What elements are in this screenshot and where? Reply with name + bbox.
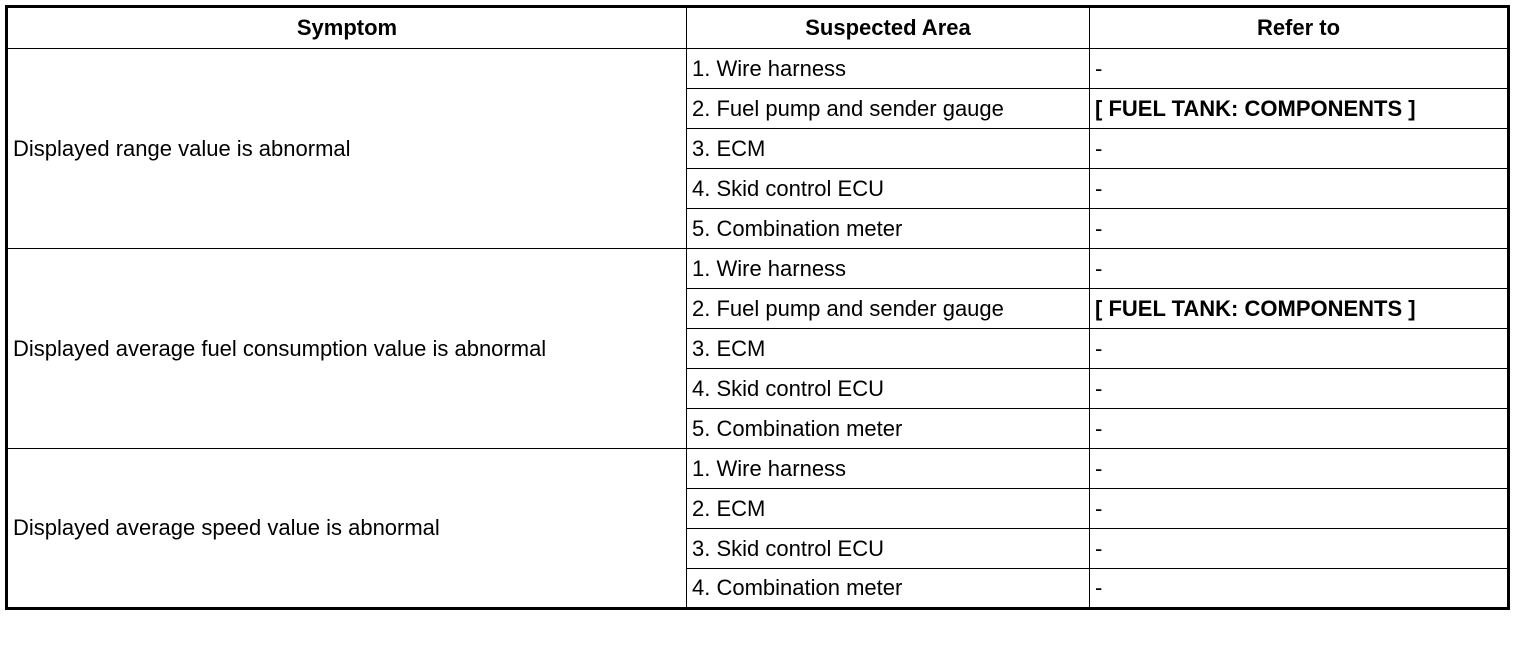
refer-to-cell: - xyxy=(1090,329,1509,369)
refer-to-cell: - xyxy=(1090,249,1509,289)
header-symptom: Symptom xyxy=(7,7,687,49)
suspected-area-cell: 2. Fuel pump and sender gauge xyxy=(687,89,1090,129)
symptom-cell: Displayed range value is abnormal xyxy=(7,49,687,249)
refer-to-cell: - xyxy=(1090,569,1509,609)
refer-to-cell: - xyxy=(1090,369,1509,409)
suspected-area-cell: 4. Combination meter xyxy=(687,569,1090,609)
suspected-area-cell: 2. Fuel pump and sender gauge xyxy=(687,289,1090,329)
suspected-area-cell: 3. Skid control ECU xyxy=(687,529,1090,569)
symptom-cell: Displayed average fuel consumption value is abnormal xyxy=(7,249,687,449)
symptom-cell: Displayed average speed value is abnormal xyxy=(7,449,687,609)
table-row xyxy=(7,249,1509,289)
table-row xyxy=(7,49,1509,89)
table-container xyxy=(5,5,1510,610)
suspected-area-cell: 5. Combination meter xyxy=(687,409,1090,449)
suspected-area-cell: 2. ECM xyxy=(687,489,1090,529)
refer-to-cell: - xyxy=(1090,529,1509,569)
suspected-area-cell: 4. Skid control ECU xyxy=(687,369,1090,409)
suspected-area-cell: 1. Wire harness xyxy=(687,449,1090,489)
suspected-area-cell: 5. Combination meter xyxy=(687,209,1090,249)
refer-to-cell: - xyxy=(1090,489,1509,529)
refer-to-link[interactable]: [ FUEL TANK: COMPONENTS ] xyxy=(1090,89,1509,129)
suspected-area-cell: 3. ECM xyxy=(687,329,1090,369)
table-row xyxy=(7,449,1509,489)
refer-to-cell: - xyxy=(1090,209,1509,249)
suspected-area-cell: 1. Wire harness xyxy=(687,249,1090,289)
refer-to-cell: - xyxy=(1090,169,1509,209)
header-row xyxy=(7,7,1509,49)
refer-to-link[interactable]: [ FUEL TANK: COMPONENTS ] xyxy=(1090,289,1509,329)
suspected-area-cell: 1. Wire harness xyxy=(687,49,1090,89)
symptom-table xyxy=(5,5,1510,610)
refer-to-cell: - xyxy=(1090,449,1509,489)
suspected-area-cell: 3. ECM xyxy=(687,129,1090,169)
refer-to-cell: - xyxy=(1090,129,1509,169)
suspected-area-cell: 4. Skid control ECU xyxy=(687,169,1090,209)
header-suspected-area: Suspected Area xyxy=(687,7,1090,49)
refer-to-cell: - xyxy=(1090,49,1509,89)
refer-to-cell: - xyxy=(1090,409,1509,449)
header-refer-to: Refer to xyxy=(1090,7,1509,49)
